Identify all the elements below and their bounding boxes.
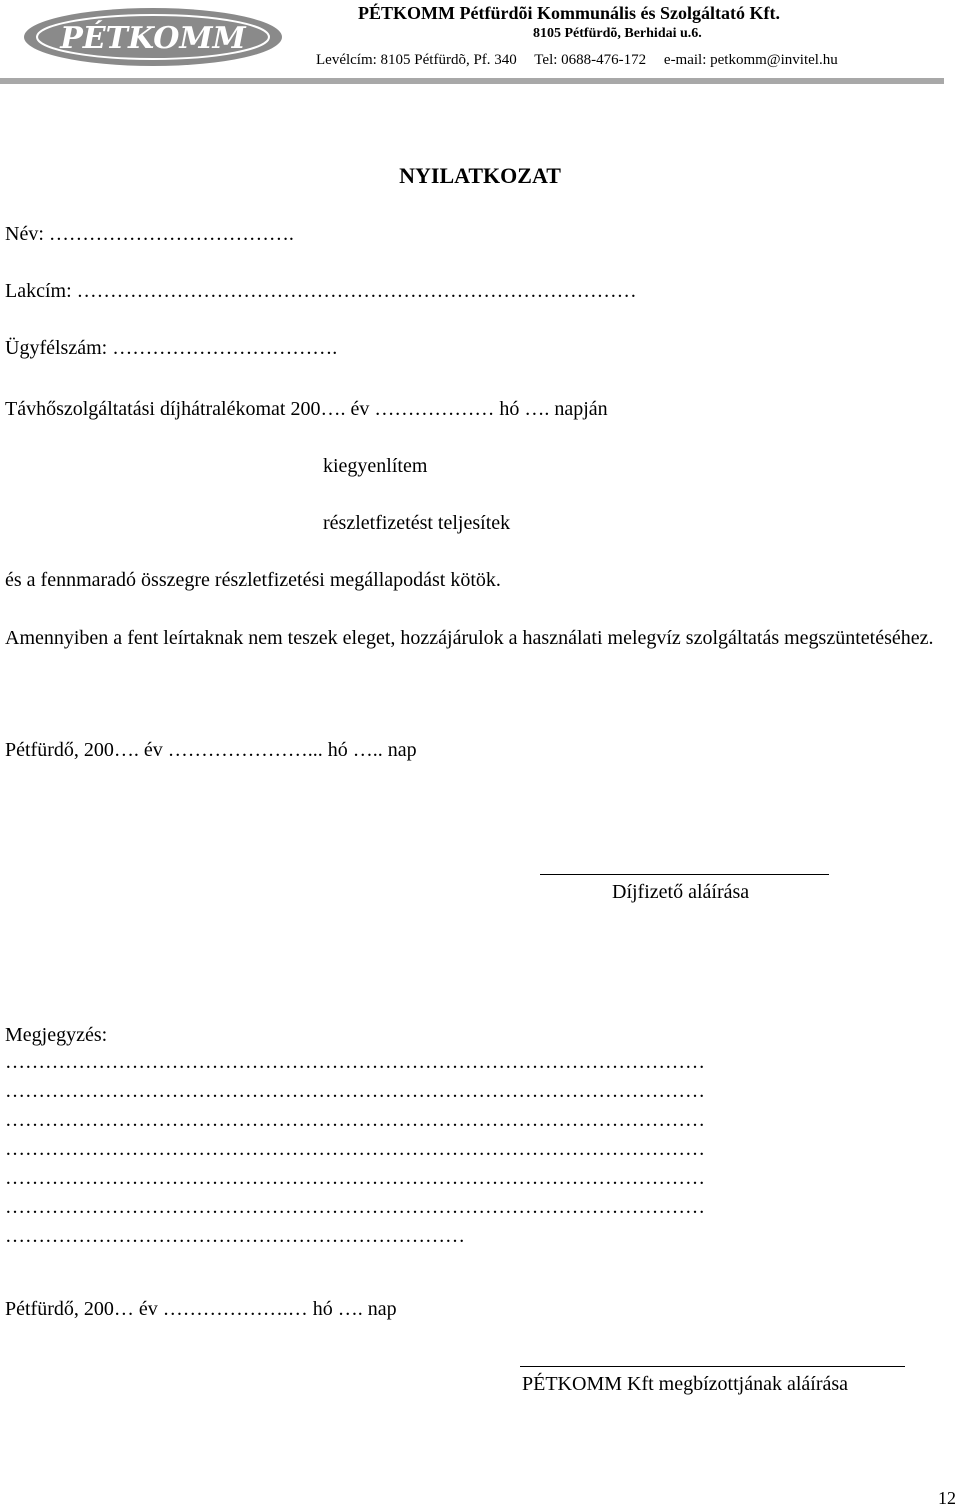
svg-text:PÉTKOMM: PÉTKOMM [60, 21, 246, 56]
email-address: e-mail: petkomm@invitel.hu [663, 52, 838, 68]
notes-line: …………………………………………………………… [5, 1225, 465, 1247]
postal-address: Levélcím: 8105 Pétfürdõ, Pf. 340 [316, 52, 517, 68]
notes-line: …………………………………………………………………………………………… [5, 1080, 705, 1102]
date-line-2: Pétfürdő, 200… év ……………….… hó …. nap [5, 1298, 397, 1320]
notes-line: …………………………………………………………………………………………… [5, 1051, 705, 1073]
header-rule [0, 78, 944, 84]
signature-line-1 [540, 874, 829, 875]
notes-line: …………………………………………………………………………………………… [5, 1138, 705, 1160]
name-field: Név: ………………………………. [5, 223, 294, 245]
client-number-field: Ügyfélszám: ……………………………. [5, 337, 338, 359]
option-installment: részletfizetést teljesítek [323, 512, 511, 534]
company-address: 8105 Pétfürdõ, Berhidai u.6. [533, 26, 702, 41]
debt-payment-line: Távhőszolgáltatási díjhátralékomat 200…. év ……………… hó …. napján [5, 398, 608, 420]
notes-label: Megjegyzés: [5, 1024, 108, 1046]
signature-line-2 [520, 1366, 905, 1367]
document-title: NYILATKOZAT [399, 163, 561, 188]
company-contact [316, 52, 852, 69]
address-field: Lakcím: ………………………………………………………………………… [5, 280, 637, 302]
notes-line: …………………………………………………………………………………………… [5, 1196, 705, 1218]
option-settle: kiegyenlítem [323, 455, 428, 477]
installment-agreement-line: és a fennmaradó összegre részletfizetési megállapodást kötök. [5, 569, 501, 591]
date-line-1: Pétfürdő, 200…. év …………………... hó ….. nap [5, 739, 417, 761]
company-name: PÉTKOMM Pétfürdõi Kommunális és Szolgáltató Kft. [358, 3, 780, 23]
company-representative-signature-label: PÉTKOMM Kft megbízottjának aláírása [522, 1373, 849, 1395]
consent-paragraph: Amennyiben a fent leírtaknak nem teszek eleget, hozzájárulok a használati melegvíz szolgáltatás megszüntetéséhez. [5, 627, 934, 649]
payer-signature-label: Díjfizető aláírása [612, 881, 750, 903]
page-number: 12 [938, 1488, 956, 1508]
petkomm-logo [22, 6, 284, 68]
notes-line: …………………………………………………………………………………………… [5, 1167, 705, 1189]
notes-line: …………………………………………………………………………………………… [5, 1109, 705, 1131]
phone-number: Tel: 0688-476-172 [534, 52, 647, 68]
